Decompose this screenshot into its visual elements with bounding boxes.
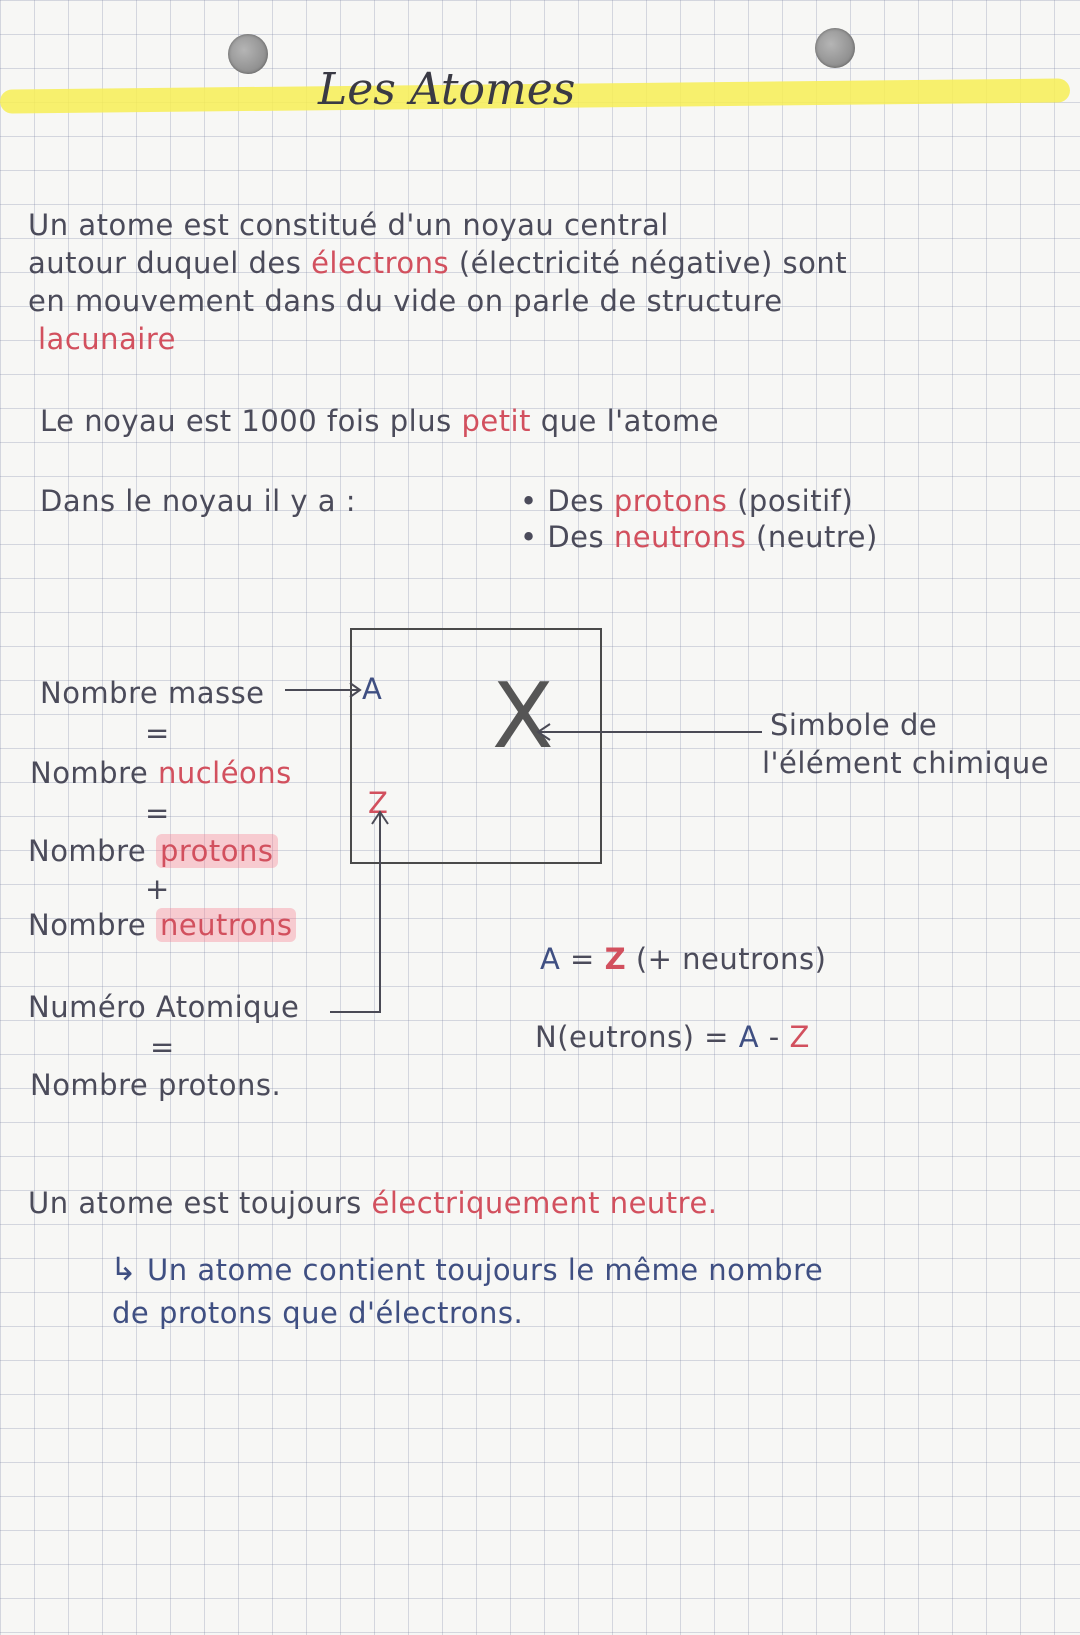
- equals-3: =: [150, 1030, 175, 1064]
- lacunaire-word: lacunaire: [38, 322, 176, 356]
- paragraph1-line2: autour duquel des électrons (électricité négative) sont: [28, 246, 848, 280]
- neutrons-label: Nombre neutrons: [28, 908, 296, 942]
- protons-count-label: Nombre protons.: [30, 1068, 282, 1102]
- electrons-word: électrons: [311, 246, 450, 280]
- protons-label: Nombre protons: [28, 834, 278, 868]
- equals-1: =: [145, 716, 170, 750]
- noyau-item-neutrons: • Des neutrons (neutre): [520, 520, 878, 554]
- symbol-label-line2: l'élément chimique: [762, 746, 1050, 780]
- page-title: Les Atomes: [318, 64, 576, 115]
- symbol-label-line1: Simbole de: [770, 708, 938, 742]
- conclusion-line3: de protons que d'électrons.: [112, 1296, 524, 1330]
- paragraph1-line3: en mouvement dans du vide on parle de structure: [28, 284, 783, 318]
- conclusion-line1: Un atome est toujours électriquement neutre.: [28, 1186, 718, 1220]
- noyau-item-protons: • Des protons (positif): [520, 484, 854, 518]
- conclusion-line2: ↳ Un atome contient toujours le même nombre: [110, 1250, 824, 1288]
- atomic-number-Z: Z: [368, 786, 389, 820]
- equals-2: =: [145, 796, 170, 830]
- mass-number-A: A: [362, 672, 383, 706]
- noyau-intro: Dans le noyau il y a :: [40, 484, 357, 518]
- paragraph1-line1: Un atome est constitué d'un noyau central: [28, 208, 669, 242]
- nucleons-label: Nombre nucléons: [30, 756, 292, 790]
- plus-sign: +: [145, 872, 170, 906]
- formula-neutrons: N(eutrons) = A - Z: [535, 1020, 810, 1054]
- petit-word: petit: [461, 404, 531, 438]
- element-symbol-X: X: [492, 664, 554, 769]
- noyau-size-sentence: Le noyau est 1000 fois plus petit que l'atome: [40, 404, 720, 438]
- atomic-number-label: Numéro Atomique: [28, 990, 300, 1024]
- mass-number-label: Nombre masse: [40, 676, 265, 710]
- formula-mass: A = Z (+ neutrons): [540, 942, 827, 976]
